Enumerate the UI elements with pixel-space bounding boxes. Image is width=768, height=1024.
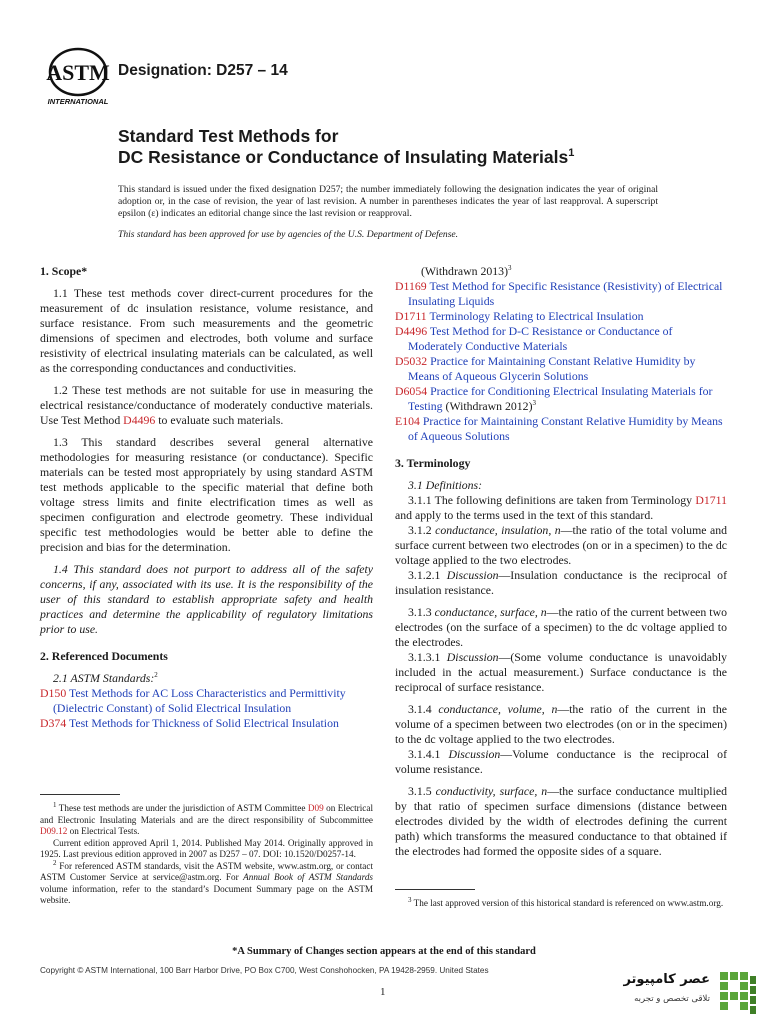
- designation: Designation: D257 – 14: [118, 62, 288, 79]
- title-line-1: Standard Test Methods for: [118, 126, 339, 146]
- reference-item[interactable]: E104 Practice for Maintaining Constant Relative Humidity by Means of Aqueous Solutions: [395, 414, 723, 443]
- brand-name: عصر کامپیوتر: [623, 972, 710, 987]
- link-d09[interactable]: D09: [307, 803, 324, 813]
- approval-note: This standard has been approved for use by agencies of the U.S. Department of Defense.: [118, 229, 459, 240]
- reference-item[interactable]: D374 Test Methods for Thickness of Solid Electrical Insulation: [40, 716, 339, 730]
- summary-of-changes-note: *A Summary of Changes section appears at the end of this standard: [232, 946, 536, 957]
- title-line-2: DC Resistance or Conductance of Insulating Materials$^1$: [118, 147, 575, 167]
- definition-3-1-4-1: 3.1.4.1 Discussion—Volume conductance is the reciprocal of volume resistance.: [395, 747, 728, 776]
- reference-item[interactable]: D6054 Practice for Conditioning Electrical Insulating Materials for Testing (Withdrawn 2012)$^3$: [395, 384, 713, 413]
- link-d1711[interactable]: D1711: [695, 493, 727, 507]
- footnotes-right: [395, 889, 727, 910]
- reference-item[interactable]: D4496 Test Method for D-C Resistance or Conductance of Moderately Conductive Materials: [395, 324, 673, 353]
- reference-item[interactable]: D1169 Test Method for Specific Resistance (Resistivity) of Electrical Insulating Liquids: [395, 279, 723, 308]
- footnote-2: $^2$ For referenced ASTM standards, visit the ASTM website, www.astm.org, or contact ASTM Customer Service at service@astm.org. For Annual Book of ASTM Standards volume information, refer to the standard’s Document Summary page on the ASTM website.: [40, 858, 373, 905]
- brand-cube-icon: [716, 968, 760, 1018]
- link-d4496[interactable]: D4496: [123, 413, 156, 427]
- definition-3-1-2: 3.1.2 conductance, insulation, n—the ratio of the total volume and surface current between two electrodes (on or in a specimen) to the dc voltage applied to the two electrodes.: [395, 523, 727, 567]
- footnotes-left: [40, 794, 373, 907]
- title-footnote-mark: 1: [568, 147, 575, 160]
- right-column: [395, 264, 727, 859]
- section-heading-referenced-documents: 2. Referenced Documents: [40, 649, 168, 663]
- reference-item[interactable]: D5032 Practice for Maintaining Constant Relative Humidity by Means of Aqueous Glycerin Solutions: [395, 354, 696, 383]
- footnote-1-edition: Current edition approved April 1, 2014. Published May 2014. Originally approved in 1925. Last previous edition approved in 2007 as D257 – 07. DOI: 10.1520/D0257-14.: [40, 837, 373, 859]
- scope-paragraph-1: 1.1 These test methods cover direct-current procedures for the measurement of dc insulation resistance, volume resistance, and surface resistance. From such measurements and the geometric dimensions of specimen and electrodes, both volume and surface resistivity of electrical insulating materials can be calculated, as well as the corresponding conductances and conductivities.: [40, 286, 373, 375]
- left-column: [40, 264, 373, 731]
- logo-subtext: INTERNATIONAL: [47, 97, 109, 106]
- footnote-3: $^3$ The last approved version of this historical standard is referenced on www.astm.org.: [408, 895, 724, 908]
- definition-3-1-1: 3.1.1 The following definitions are taken from Terminology D1711 and apply to the terms used in the text of this standard.: [395, 493, 727, 522]
- definition-3-1-5: 3.1.5 conductivity, surface, n—the surface conductance multiplied by that ratio of specimen surface dimensions (distance between electrodes divided by the width of electrodes defining the current path) which transforms the measured conductance to that obtained if the electrodes had formed the opposite sides of a square.: [395, 784, 727, 858]
- footnote-1: $^1$ These test methods are under the jurisdiction of ASTM Committee D09 on Electrical and Electronic Insulating Materials and are the direct responsibility of Subcommittee D09.12 on Electrical Tests.: [40, 800, 373, 836]
- scope-paragraph-3: 1.3 This standard describes several general alternative methodologies for measuring resistance (or conductance). Specific materials can be tested most appropriately by using standard ASTM test methods applicable to the specific material that define both voltage stress limits and finite electrification times as well as specimen configuration and electrode geometry. These individual specific test methodologies would be better able to define the precision and bias for the determination.: [40, 435, 373, 554]
- watermark-brand: [610, 966, 760, 1022]
- definitions-subheading: 3.1 Definitions:: [408, 478, 483, 492]
- issue-note: This standard is issued under the fixed designation D257; the number immediately following the designation indicates the year of original adoption or, in the case of revision, the year of last revision. A number in parentheses indicates the year of last reapproval. A superscript epsilon (ε) indicates an editorial change since the last revision or reapproval.: [118, 184, 658, 219]
- page-number: 1: [380, 986, 386, 998]
- definition-3-1-3-1: 3.1.3.1 Discussion—(Some volume conductance is unavoidably included in the actual measurement.) Surface conductance is the reciprocal of surface resistance.: [395, 650, 728, 694]
- copyright-line: Copyright © ASTM International, 100 Barr Harbor Drive, PO Box C700, West Conshohocken, PA 19428-2959. United States: [40, 966, 489, 975]
- brand-tagline: تلاقی تخصص و تجربه: [634, 994, 710, 1004]
- definition-3-1-2-1: 3.1.2.1 Discussion—Insulation conductance is the reciprocal of insulation resistance.: [395, 568, 728, 597]
- reference-item-continuation: (Withdrawn 2013)$^3$: [421, 264, 512, 278]
- definition-3-1-4: 3.1.4 conductance, volume, n—the ratio of the current in the volume of a specimen between two electrodes (on or in the specimen) to the dc voltage applied to the two electrodes.: [395, 702, 727, 746]
- reference-item[interactable]: D1711 Terminology Relating to Electrical Insulation: [395, 309, 644, 323]
- link-d09-12[interactable]: D09.12: [40, 826, 68, 836]
- scope-paragraph-4: 1.4 This standard does not purport to address all of the safety concerns, if any, associated with its use. It is the responsibility of the user of this standard to establish appropriate safety and health practices and determine the applicability of regulatory limitations prior to use.: [40, 562, 373, 636]
- section-heading-scope: 1. Scope*: [40, 264, 88, 278]
- definition-3-1-3: 3.1.3 conductance, surface, n—the ratio of the current between two electrodes (on the surface of a specimen) to the dc voltage applied to the electrodes.: [395, 605, 727, 649]
- logo-letters: ASTM: [46, 60, 110, 85]
- astm-logo: [40, 46, 116, 108]
- scope-paragraph-2: 1.2 These test methods are not suitable for use in measuring the electrical resistance/conductance of moderately conductive materials. Use Test Method D4496 to evaluate such materials.: [40, 383, 373, 427]
- reference-item[interactable]: D150 Test Methods for AC Loss Characteristics and Permittivity (Dielectric Constant) of Solid Electrical Insulation: [40, 686, 346, 715]
- astm-standards-subheading: 2.1 ASTM Standards:$^2$: [53, 671, 158, 685]
- document-title: [118, 126, 574, 168]
- section-heading-terminology: 3. Terminology: [395, 456, 471, 470]
